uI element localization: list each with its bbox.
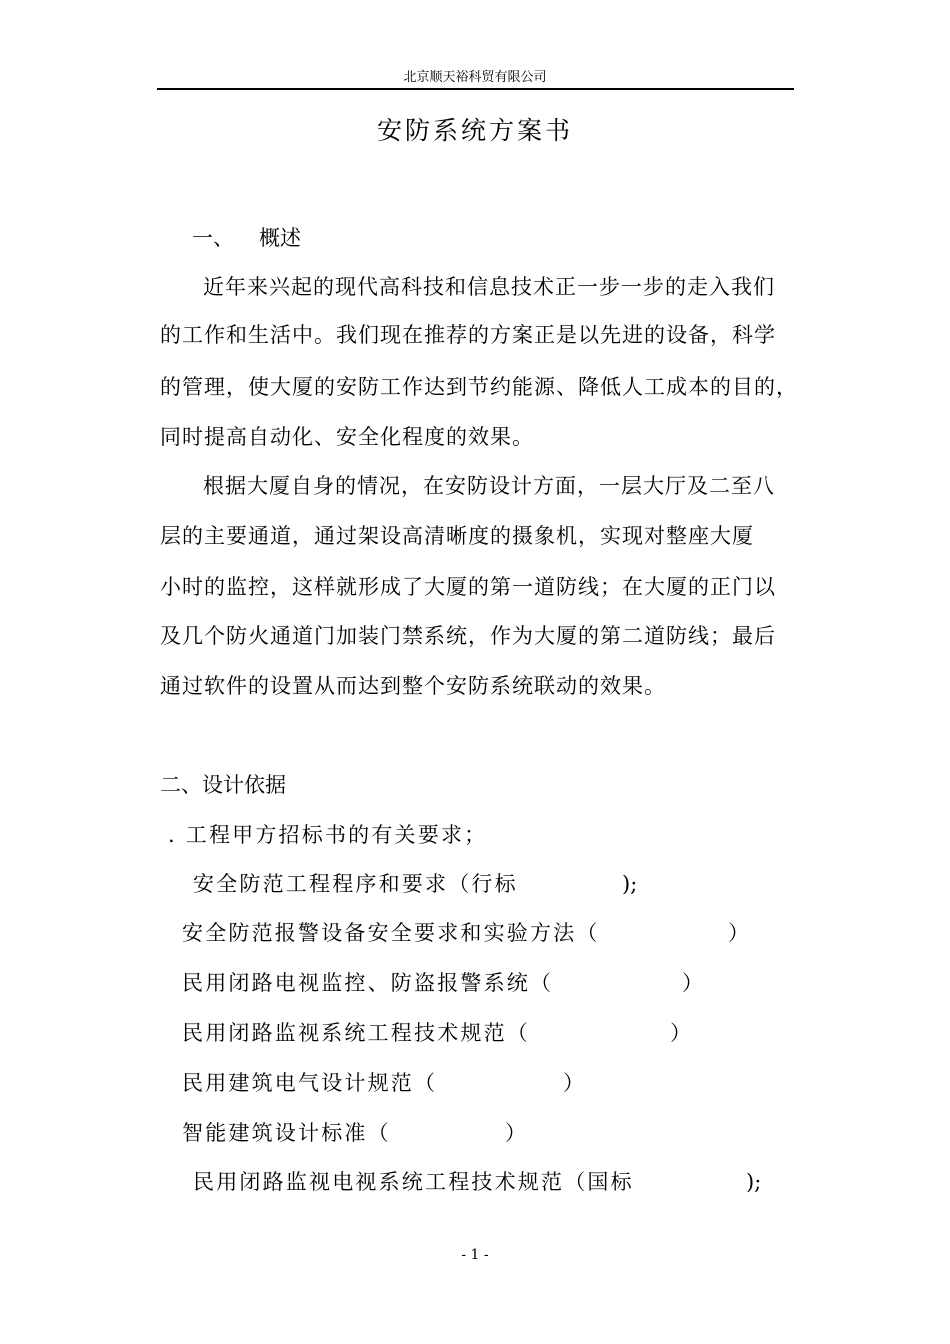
page-number: - 1 - [461,1247,489,1263]
reference-item-close: ） [728,921,749,945]
reference-item [182,968,553,998]
reference-item-close: ); [622,872,638,896]
paragraph-line: 根据大厦自身的情况，在安防设计方面，一层大厅及二至八 [203,474,775,498]
reference-item-text: 安全防范工程程序和要求（行标 [193,872,518,896]
paragraph-line: 同时提高自动化、安全化程度的效果。 [160,425,534,449]
document-title: 安防系统方案书 [376,116,573,145]
reference-item-close: ） [563,1071,584,1095]
header-company-name: 北京顺天裕科贸有限公司 [403,70,547,85]
paragraph-line: 的工作和生活中。我们现在推荐的方案正是以先进的设备，科学 [160,323,776,347]
paragraph-line: 近年来兴起的现代高科技和信息技术正一步一步的走入我们 [203,275,775,299]
reference-item-text: 民用闭路监视系统工程技术规范（ [182,1021,530,1045]
reference-item [182,1118,391,1148]
reference-item: . 工程甲方招标书的有关要求； [168,823,488,847]
paragraph-line: 层的主要通道，通过架设高清晰度的摄象机，实现对整座大厦 [160,524,754,548]
reference-item-text: 安全防范报警设备安全要求和实验方法（ [182,921,600,945]
header-rule [157,88,794,90]
reference-item-text: 智能建筑设计标准（ [182,1121,391,1145]
reference-item-close: ） [505,1121,526,1145]
reference-item-close: ） [670,1021,691,1045]
reference-item-text: 民用建筑电气设计规范（ [182,1071,438,1095]
reference-item [182,918,600,948]
reference-item-close: ） [682,971,703,995]
reference-item [182,1018,530,1048]
paragraph-line: 及几个防火通道门加装门禁系统，作为大厦的第二道防线；最后 [160,624,776,648]
reference-item-text: 民用闭路电视监控、防盗报警系统（ [182,971,554,995]
reference-item [193,869,518,899]
section1-heading: 概述 [259,226,301,250]
section1-number: 一、 [192,226,234,250]
reference-item [182,1068,437,1098]
section2-heading: 二、设计依据 [160,773,286,797]
reference-item-close: ); [746,1170,762,1194]
paragraph-line: 的管理，使大厦的安防工作达到节约能源、降低人工成本的目的， [160,375,798,399]
reference-item-text: 民用闭路监视电视系统工程技术规范（国标 [193,1170,634,1194]
paragraph-line: 小时的监控，这样就形成了大厦的第一道防线；在大厦的正门以 [160,575,776,599]
paragraph-line: 通过软件的设置从而达到整个安防系统联动的效果。 [160,674,666,698]
reference-item [193,1167,634,1197]
